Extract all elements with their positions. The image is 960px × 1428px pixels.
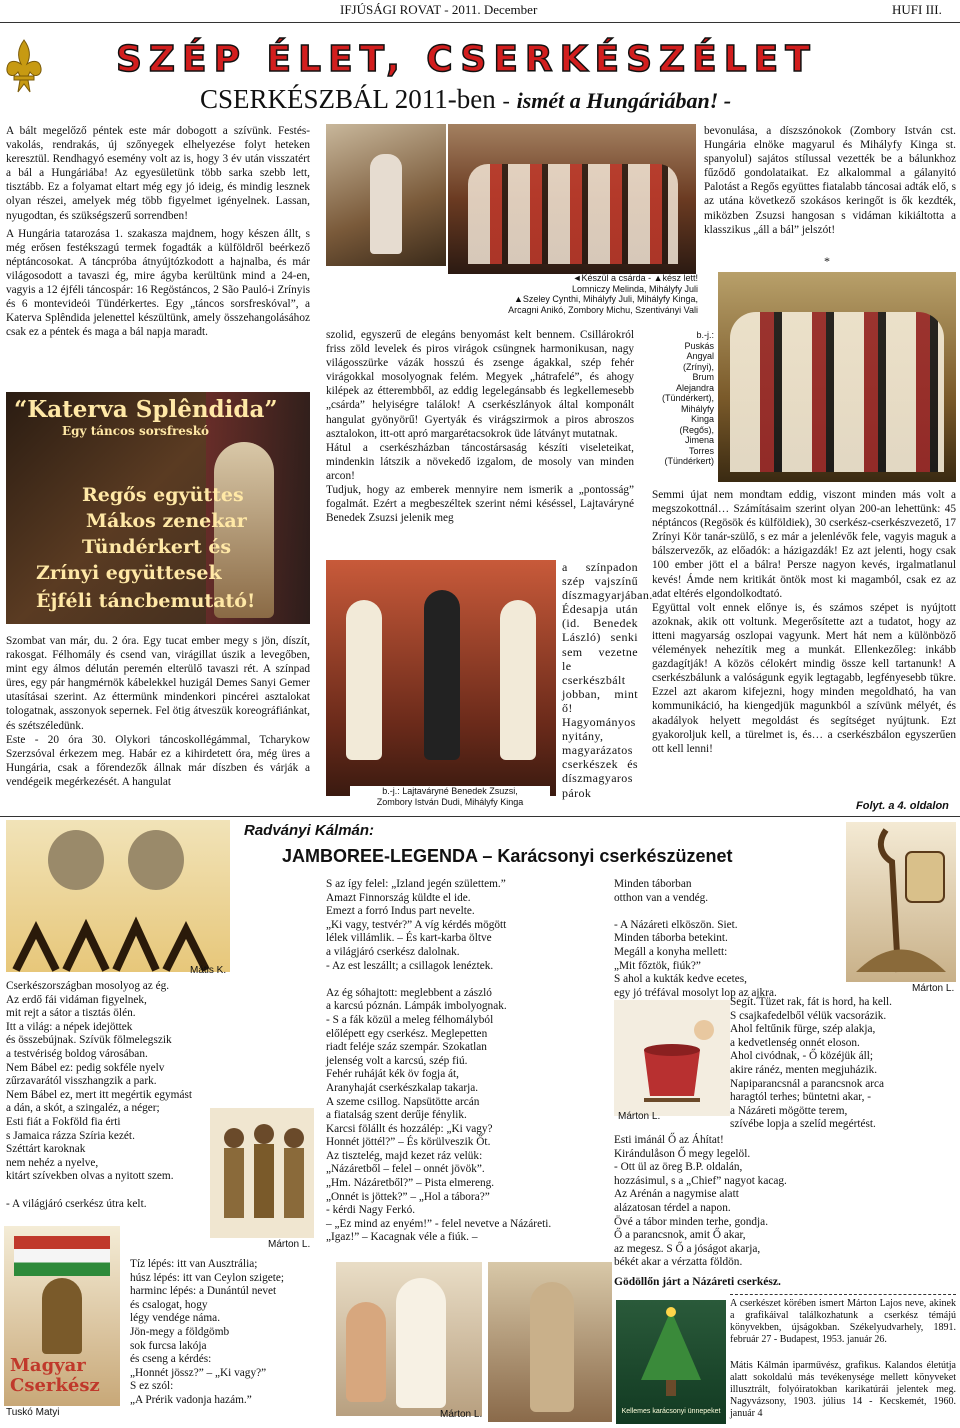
photo-figure [370, 154, 402, 254]
poem-right-3: Esti imánál Ő az Áhítat! Kirándulåson Ő megy legelöl. - Ott ül az öreg B.P. oldalán, hozzásimul, s a „Chief” nagyot kacag. Az Arénán a nagymise alatt alázatosan térdel a napon. Övé a tábor minden terhe, gondja. Ő a parancsnok, amit Ő akar, az megesz. S Ő a jóságot akarja, békét akar a vérzatta földön. [614, 1134, 787, 1269]
poster-flag [14, 1236, 110, 1276]
katerva-splendida-poster [6, 392, 310, 624]
jamboree-title: JAMBOREE-LEGENDA – Karácsonyi cserkészüzenet [282, 846, 733, 866]
poem-mid-1: S az így felel: „Izland jegén születtem.” Amazt Finnország küldte el ide. Emezt a forró Indus part nevelte. „Ki vagy, testvér?” A víg kérdés mögött lélek villámlik. – És kart-karba öltve a világjáró cserkész dalolnak. - Az est leszállt; a csillagok lenéztek. Az ég sóhajtott: meglebbent a zászló a karcsú póznán. Lámpák imbolyognak. - S a fák közül a meleg félhomályból előlépett egy cserkész. Meglepetten riadt feléje száz szempár. Szokatlan jelenség volt a karcsú, szép fiú. Fehér ruháját kék öv fogja át, Aranyhaját cserkészkalap takarja. A szeme csillog. Napsütötte arcán a fiatalság szent derűje fénylik. Karcsi fölállt és hozzálép: „Ki vagy? Honnét jöttél?” – És körülveszik Őt. Az tisztelég, majd kezet ráz velük: „Názáretből – felel – onnét jövök”. „Hm. Názáretből?” – Pista elmereng. „Onnét is jöttek?” – „Hol a tábora?” - kérdi Nagy Ferkó. – „Ez mind az enyém!” - felel nevetve a Názáreti. „Igaz!” – Kacagnak véle a fiúk. – [326, 878, 552, 1244]
poster-magyar-cserkesz [4, 1226, 120, 1406]
section-banner [116, 40, 817, 80]
credit-marton-3: Márton L. [618, 1111, 661, 1122]
christmas-card-text: Kellemes karácsonyi ünnepeket [621, 1408, 721, 1415]
poster-magyar-text: Magyar Cserkész [10, 1355, 100, 1396]
bio-matis: Mátis Kálmán iparművész, grafikus. Kalandos életútja alatt sokoldalú más tevékenysége mellett könyveket illusztrált, folyóiratokban karikatúrái jelentek meg. Nagyvázsony, 1903. július 14 - Kecskemét, 1960. január 4 [730, 1360, 956, 1419]
photo-dancers-row [730, 312, 944, 472]
section-divider [0, 816, 960, 817]
fleur-de-lis-icon [4, 38, 44, 94]
photo-csarda-prep [326, 124, 446, 266]
credit-matis: Mátis K. [190, 965, 227, 976]
photo-host-right [500, 600, 536, 760]
poster-line-zrinyi: Zrínyi együttesek [36, 562, 222, 584]
title-dash: - [502, 88, 510, 113]
credit-marton-2: Márton L. [440, 1409, 483, 1420]
paper-label: HUFI III. [892, 2, 942, 17]
photo-girls [468, 164, 678, 264]
poster-title: “Katerva Splêndida” [14, 396, 278, 423]
photo-host-left [346, 600, 382, 760]
torch-icon [846, 822, 956, 982]
angel-figure [346, 1302, 386, 1402]
col1-paragraph-2: A Hungária tatarozása 1. szakasza majdnem, hogy készen állt, s még erősen festékszagú termek fogadták a külföldről beérkező néptáncosokat. A táncpróba átnyújtózkodott a hajnalba, és már világosodott a tavaszi ég, mire ágyba kerültünk mind a 24-en, vagyis a 12 éjféli táncospár: 16 Regöstáncos, 2 São Pauló-i Zrínyis és 6 montevideói Tündérkertes. Egy „táncos sorsfreskóval”, a Katerva Splêndida jelenettel készültünk, amely összehangolásához csak ez a péntek és maga a bál napja maradt. [6, 227, 310, 339]
cooking-pot-icon [614, 1000, 730, 1116]
title-main: CSERKÉSZBÁL 2011-ben [200, 84, 496, 114]
dancers-caption: b.-j.: Puskás Angyal (Zrínyi), Brum Alejandra (Tündérkert), Mihályfy Kinga (Regős), Jimena Torres (Tündérkert) [661, 330, 714, 466]
poem-mid-2: Tíz lépés: itt van Ausztrália; húsz lépés: itt van Ceylon szigete; harminc lépés: a Dunántúl nevet és csalogat, hogy légy vendége náma. Jön-megy a földgömb sok furcsa lakója és cseng a kérdés: „Honnét jössz?” – „Ki vagy?” S ez szól: „A Prérik vadonja hazám.” [130, 1258, 285, 1406]
christ-figure [530, 1282, 574, 1412]
illustration-scout-cook [614, 1000, 730, 1116]
illustration-world-scouts [210, 1108, 314, 1238]
stage-photo-caption: b.-j.: Lajtaváryné Benedek Zsuzsi, Zombory István Dudi, Mihályfy Kinga [350, 786, 550, 807]
poem-end: Gödöllőn járt a Názáreti cserkész. [614, 1276, 781, 1288]
christmas-tree-icon [616, 1300, 726, 1410]
poster-line-tunderkert: Tündérkert és [82, 536, 232, 558]
col1-bottom-text: Szombat van már, du. 2 óra. Egy tucat ember megy s jön, díszít, rakosgat. Félhomály és csend van, virágillat úszik a levegőben, mint egy álmos délután peremén elterülő tavaszi rét. A színpad üres, egy pár hangmérnök kábelekkel huzigál Demes Sanyi Gemer utasításai szerint. Az éttermünk mindenkori pincérei asztalokat tologatnak, asszonyok sepernek. Fel ötig átveszük koreográfiánkat, és szétszéledünk. Este - 20 óra 30. Olykori táncoskollégámmal, Tcharykow Szerzsóval érkezem meg. Habár ez a kihirdetett óra, még üres a Hungária, csak a főrendezők állnak már díszben és várják a vendégeik megérkezését. A hangulat [6, 635, 310, 788]
poster-scout-figure [42, 1278, 82, 1354]
bio-divider [730, 1294, 956, 1296]
top-photo-caption: ◄Készül a csárda - ▲kész lett! Lomniczy Melinda, Mihályfy Juli ▲Szeley Cynthi, Mihályfy Juli, Mihályfy Kinga, Arcagni Anikó, Zombory Michu, Szentiványi Vali [508, 273, 698, 315]
section-header: IFJÚSÁGI ROVAT - 2011. December [340, 2, 538, 17]
illustration-scout-christ [488, 1262, 612, 1422]
christmas-card [616, 1300, 726, 1424]
illustration-scouts-silhouettes [6, 820, 230, 972]
jesus-figure [396, 1278, 446, 1408]
continued-label: Folyt. a 4. oldalon [856, 800, 949, 812]
photo-stage-hosts [326, 560, 556, 796]
col3-bottom-text: Semmi újat nem mondtam eddig, viszont minden más volt a megszokottnál… Számításaim szerint olyan 200-an lehettünk: 45 néptáncos (Regösök és külföldiek), 30 cserkész-cserkészvezető, 17 Zrínyi Kör tanár-szülő, s ez már a jelenlévők fele, vagyis maguk a bálszervezők, az előadók: a házigazdák! Ez azt jelenti, hogy csak 100 ember jött el a bálra! Persze nagyon kevés, irgalmatlanul kevés! Ámde nem kritikát öntök most ki magamból, csak ez az adat eltérés elgondolkodtató. Együttal volt ennek előnye is, és számos szépet is nyújtott azoknak, akik ott voltunk. Megerősítette azt a tudatot, hogy az itteni magyarság oszlopai vagyunk. Mert hát nem a különböző vélemények nehezítik meg a munkát. Ellenkezőleg: inkább gazdagítják! A közös célokért mindig össze kell tartanunk! A cserkészbálunk a valóságunk egyik legtagabb, legfényesebb tükre. Ezzel azt akarom kifejezni, hogy minden megoldható, ha van kommunikáció, ha kiengedjük magunkból a szívünk mélyét, és akadályok helyett megoldást és segítséget nyújtunk. Ezt gyakoroljuk kell, a türelmet is, és… a cserkészbálon egyszerűen ott kell lenni! [652, 489, 956, 755]
col2-narrow-text: a színpadon szép vajszínű díszmagyarjában. Édesapja után (id. Benedek László) senki sem vezetne le cserkészbált jobban, mint ő! Hagyományos nyitány, magyarázatos cserkészek és díszmagyaros párok [562, 560, 653, 800]
scouts-march-icon [6, 820, 230, 972]
banner-text: SZÉP ÉLET, CSERKÉSZÉLET [116, 39, 817, 80]
credit-marton-1: Márton L. [268, 1239, 311, 1250]
poem-right-2: Segít. Tüzet rak, fát is hord, ha kell. S csajkafedelből vélük vacsorázik. Ahol feltűnik fürge, szép alakja, a kedvetlenség onnét eloson. Ahol civódnak, - Ő közéjük áll; akire ránéz, menten megjuházik. Napiparancsnál a parancsnok arca haragtól terhes; büntetni akar, - a Názáreti mögötte terem, szívébe lopja a szelíd megértést. [730, 996, 892, 1131]
photo-dancers [718, 272, 956, 482]
photo-csarda-ready [448, 124, 696, 274]
poster-subtitle: Egy táncos sorsfreskó [62, 424, 210, 438]
header-rule [0, 22, 960, 23]
poster-line-ejfeli: Éjféli táncbemutató! [36, 590, 256, 612]
bio-marton: A cserkészet körében ismert Márton Lajos neve, akinek a grafikáival találkozhatunk a cserkész témájú könyvekben, újságokban. Székelyudvarhely, 1891. február 27 - Budapest, 1953. január 26. [730, 1298, 956, 1345]
col3-top-text: bevonulása, a díszszónokok (Zombory István cst. Hungária elnöke magyarul és Mihályfy Kinga st. spanyolul) sajátos stílussal vezették be a bálunkhoz fűződő gondolataikat. Ez alkalommal a gálanyitó Palotást a Regős együttes fiatalabb táncosai adták elő, s az utána következő szokásos keringőt is ők kezdték, miközben Zsuzsi hangosan s vidáman kikiáltotta a klasszikus „áll a bál” jelszót! [704, 125, 956, 236]
poster-line-regos: Regős együttes [82, 484, 244, 506]
credit-tusko: Tuskó Matyi [6, 1407, 60, 1418]
photo-host-mid [424, 590, 460, 760]
poem-right-1: Minden táborban otthon van a vendég. - A Názáreti elköszön. Siet. Minden táborba betekint. Megáll a konyha mellett: „Mit főztök, fiúk?” S ahol a kukták kedve ecetes, egy jó tréfával mosolyt lop az ajkra. [614, 878, 777, 999]
credit-marton-4: Márton L. [912, 983, 955, 994]
col1-top-text [6, 124, 310, 339]
poster-line-makos: Mákos zenekar [86, 510, 247, 532]
poem-left: Cserkészországban mosolyog az ég. Az erdő fái vidáman figyelnek, mit rejt a sátor a tisztás ölén. Itt a világ: a népek idejöttek és összebújnak. Szívük fölmelegszik a testvériség boldog városában. Nem Bábel ez: pedig sokféle nyelv zűrzavarától visszhangzik a park. Nem Bábel ez, mert itt megértik egymást a dán, a skót, a szingaléz, a néger; Esti fiát a Fokföld fia érti s Jamaica rázza Szíria kezét. Széttárt karoknak nem nehéz a nyelve, kitárt szívekben olvas a nyitott szem. - A világjáró cserkész útra kelt. [6, 980, 193, 1210]
world-scouts-icon [210, 1108, 314, 1238]
article-title [200, 84, 731, 116]
asterisk: * [824, 254, 830, 268]
illustration-jesus-scout [336, 1262, 482, 1416]
col2-mid-text: szolid, egyszerű de elegáns benyomást kelt bennem. Csillárokról friss zöld levelek és piros virágok csüngnek harmonikusan, nagy világosszürke vázák hosszú és zsenge ágakkal, szép fehér virágokkal mosolyognak felém. Megyek „hátrafelé”, és ahogy kilépek az étterembből, az eddig legelegánsabb és legkellemesebb „csárda” helyiségre találok! A cserkészlányok által komponált hangulat gyönyörű! Gyertyák és virágszirmok a piros abroszos asztalokon, itt-ott apró margarétacsokrok üde látványt mutatnak. Hátul a cserkészházban táncostársaság készíti viseleteikat, mindenkin látszik a növekedő izgalom, de mosoly van minden arcon! Tudjuk, hogy az emberek mennyire nem ismerik a „pontosság” fogalmát. Ezért a megbeszéltek szerint némi késéssel, Lajtaváryné Benedek Zsuzsi jelenik meg [326, 329, 634, 525]
jamboree-author: Radványi Kálmán: [244, 822, 375, 839]
title-sub: ismét a Hungáriában! - [516, 88, 732, 113]
illustration-scout-torch [846, 822, 956, 982]
col1-paragraph-1: A bált megelőző péntek este már dobogott a szívünk. Festés-vakolás, rendrakás, új szőnyegek elhelyezése folyt heteken keresztül. Rendhagyó esemény volt az is, hogy 3 év után visszatért a bál a Hungáriába! Az egyesületünk több sarka szebb lett, tisztább. Ez a folyamat eltart még egy jó ideig, és mindig lesznek olyan részei, amelyek még több figyelmet igényelnek. Lassan, nyugodtan, és szükségszerű sorrendben! [6, 125, 310, 222]
